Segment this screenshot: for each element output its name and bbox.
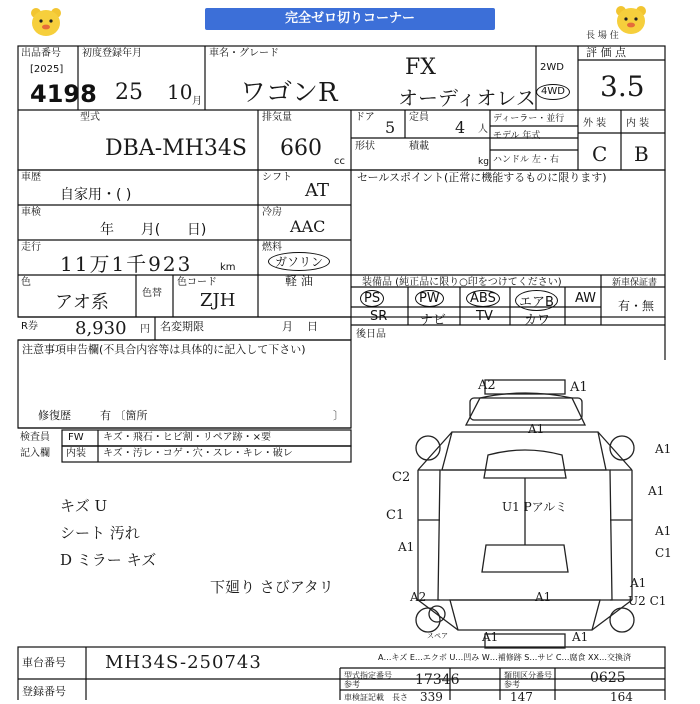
warranty-label: 新車保証書 xyxy=(612,278,658,288)
registration-year: 25 xyxy=(115,80,143,105)
length-value: 339 xyxy=(420,690,443,704)
interior-row-label: 内装 xyxy=(66,448,86,459)
damage-mark: A1 xyxy=(655,524,672,538)
chassis-number: MH34S-250743 xyxy=(105,652,262,673)
damage-mark: C2 xyxy=(392,470,411,485)
color-label: 色 xyxy=(21,277,31,288)
interior-label: 内 装 xyxy=(626,118,650,129)
inspection-value: 年 月( 日) xyxy=(100,222,207,238)
interior-grade: B xyxy=(634,142,649,166)
model-year-label: モデル 年式 xyxy=(493,131,541,141)
displacement-label: 排気量 xyxy=(262,112,292,123)
repair-history-close: 〕 xyxy=(333,409,344,422)
displacement: 660 xyxy=(280,136,322,161)
fw-label: FW xyxy=(68,432,84,443)
damage-mark: A2 xyxy=(410,590,427,604)
height-value: 164 xyxy=(610,690,633,704)
lot-number: 4198 xyxy=(30,80,97,108)
recycle-label: R券 xyxy=(21,321,38,332)
recycle-amount: 8,930 xyxy=(75,318,127,339)
handle-label: ハンドル 左・右 xyxy=(493,155,559,165)
year-tag: [2025] xyxy=(30,64,64,75)
fuel-label: 燃料 xyxy=(262,242,282,253)
color-code-label: 色コード xyxy=(177,277,217,288)
damage-mark: A1 xyxy=(572,630,589,644)
notes-title: 注意事項申告欄(不具合内容等は具体的に記入して下さい) xyxy=(22,343,306,356)
model-label: 型式 xyxy=(80,112,100,123)
reference-label-1: 参考 xyxy=(344,680,360,689)
interior-items: キズ・汚レ・コゲ・穴・スレ・キレ・破レ xyxy=(103,448,293,459)
damage-mark: A1 xyxy=(648,484,665,498)
damage-mark: A1 xyxy=(655,442,672,456)
inspection-label: 車検 xyxy=(21,207,41,218)
damage-mark: C1 xyxy=(655,546,672,560)
name-change-label: 名変期限 xyxy=(160,320,204,333)
equipment-pw: PW xyxy=(415,290,444,307)
fw-items: キズ・飛石・ヒビ割・リペア跡・×要 xyxy=(103,432,271,443)
lot-number-label: 出品番号 xyxy=(21,48,61,59)
diagram-legend: A…キズ E…エクボ U…凹み W…補修跡 S…サビ C…腐食 XX…交換済 xyxy=(378,653,632,662)
ac-label: 冷房 xyxy=(262,207,282,218)
ac-value: AAC xyxy=(290,217,326,236)
name-change-value: 月 日 xyxy=(282,320,318,333)
class-value: 0625 xyxy=(590,670,626,686)
mileage-label: 走行 xyxy=(21,242,41,253)
model-code: DBA-MH34S xyxy=(105,136,247,161)
usage-value: 自家用・( ) xyxy=(60,187,132,203)
damage-mark: A1 xyxy=(482,630,499,644)
capacity-label: 定員 xyxy=(409,112,429,123)
entry-label: 記入欄 xyxy=(20,448,50,459)
exterior-grade: C xyxy=(592,142,608,166)
sales-point-label: セールスポイント(正常に機能するものに限ります) xyxy=(357,171,607,184)
grade-fx: FX xyxy=(405,55,436,80)
repair-history-value: 有 〔箇所 xyxy=(100,409,148,422)
fuel-gasoline: ガソリン xyxy=(268,252,330,271)
top-right-label: 長 場 住 xyxy=(586,31,619,41)
capacity: 4 xyxy=(455,118,466,137)
warranty-value: 有・無 xyxy=(618,299,655,313)
exterior-label: 外 装 xyxy=(583,118,607,129)
length-label: 長さ xyxy=(392,693,408,702)
note-line-3: D ミラー キズ xyxy=(60,551,157,569)
damage-mark: A1 xyxy=(630,576,647,590)
km-unit: km xyxy=(220,262,236,273)
color-code: ZJH xyxy=(200,290,236,311)
score-label: 評 価 点 xyxy=(586,46,626,59)
damage-mark: A1 xyxy=(398,540,415,554)
month-unit: 月 xyxy=(192,96,202,107)
equipment-label: 装備品 (純正品に限り○印をつけてください) xyxy=(362,277,562,288)
dims-label: 車検証記載 xyxy=(344,693,384,702)
registration-month: 10 xyxy=(167,80,193,104)
shift-value: AT xyxy=(305,180,330,201)
damage-mark: U1 Pアルミ xyxy=(502,500,568,514)
chassis-label: 車台番号 xyxy=(22,656,66,669)
damage-mark: A1 xyxy=(528,422,545,436)
shift-label: シフト xyxy=(262,172,292,183)
damage-mark: C1 xyxy=(386,508,405,523)
drive-2wd: 2WD xyxy=(540,62,564,73)
color-value: アオ系 xyxy=(55,292,109,313)
note-line-4: 下廻り さびアタリ xyxy=(210,578,334,596)
model-spec-label: 型式指定番号 xyxy=(344,671,392,680)
yen-unit: 円 xyxy=(140,324,150,335)
damage-mark: U2 C1 xyxy=(628,594,667,608)
cc-unit: cc xyxy=(334,156,345,167)
usage-label: 車歴 xyxy=(21,172,41,183)
equipment-abs: ABS xyxy=(466,290,500,307)
car-name: ワゴンR xyxy=(240,78,338,108)
kg-unit: kg xyxy=(478,157,489,167)
first-registration-label: 初度登録年月 xyxy=(82,48,142,59)
model-spec-value: 17346 xyxy=(415,672,460,688)
person-unit: 人 xyxy=(478,124,488,135)
inspector-label: 検査員 xyxy=(20,432,50,443)
load-label: 積載 xyxy=(409,141,429,152)
equipment-aw: AW xyxy=(575,291,597,306)
width-value: 147 xyxy=(510,690,533,704)
repair-history-label: 修復歴 xyxy=(38,409,71,422)
grade-sub: オーディオレス xyxy=(398,86,536,110)
class-label: 類別区分番号 xyxy=(504,671,552,680)
registration-number-label: 登録番号 xyxy=(22,685,66,698)
damage-mark: A1 xyxy=(570,380,588,395)
equipment-navi: ナビ xyxy=(420,313,447,328)
damage-mark: A2 xyxy=(478,378,496,393)
score-value: 3.5 xyxy=(600,70,645,103)
note-line-1: キズ U xyxy=(60,497,108,515)
equipment-sr: SR xyxy=(370,309,388,324)
equipment-airbag: エアB xyxy=(515,290,558,311)
note-line-2: シート 汚れ xyxy=(60,524,140,542)
fuel-light-oil: 軽 油 xyxy=(285,274,313,288)
color-change-label: 色替 xyxy=(142,288,162,299)
shape-label: 形状 xyxy=(355,141,375,152)
banner-title: 完全ゼロ切りコーナー xyxy=(205,8,495,30)
mileage-value: 11万1千923 xyxy=(60,252,193,276)
door-label: ドア xyxy=(355,112,375,123)
equipment-tv: TV xyxy=(476,309,493,324)
spare-label: スペア xyxy=(427,632,448,640)
equipment-leather: カワ xyxy=(524,313,551,328)
damage-mark: A1 xyxy=(535,590,552,604)
doors: 5 xyxy=(385,118,396,137)
reference-label-2: 参考 xyxy=(504,680,520,689)
after-items-label: 後日品 xyxy=(356,329,386,340)
car-name-label: 車名・グレード xyxy=(209,48,279,59)
equipment-ps: PS xyxy=(360,290,384,307)
dealer-label: ディーラー・並行 xyxy=(493,114,565,124)
drive-4wd: 4WD xyxy=(536,84,570,100)
